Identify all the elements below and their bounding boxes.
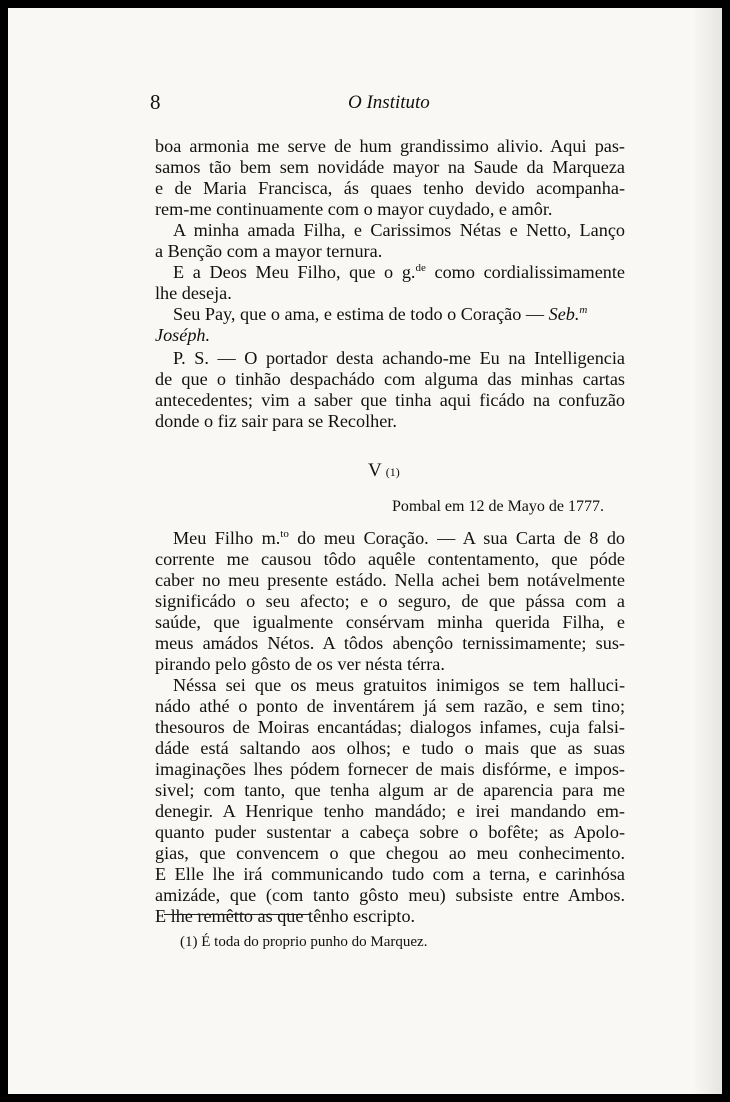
- text-line: E Elle lhe irá communicando tudo com a terna, e carinhósa: [155, 864, 625, 884]
- text-line: de que o tinhão despachádo com alguma das minhas cartas: [155, 369, 625, 389]
- text-line: a Benção com a mayor ternura.: [155, 241, 383, 261]
- text-line: sivel; com tanto, que tenha algum ar de aparencia para me: [155, 780, 625, 800]
- text-line: pirando pelo gôsto de os ver nésta térra.: [155, 654, 445, 674]
- page-header: [8, 90, 722, 120]
- text-line: nádo athé o ponto de inventárem já sem razão, e sem tino;: [155, 696, 625, 716]
- text-line: E lhe remêtto as que tênho escripto.: [155, 906, 416, 926]
- text-line: lhe deseja.: [155, 283, 232, 303]
- text-line: gias, que convencem o que chegou ao meu conhecimento.: [155, 843, 625, 863]
- text-line: rem-me continuamente com o mayor cuydado, e amôr.: [155, 199, 553, 219]
- text-line: antecedentes; vim a saber que tinha aqui ficádo na confuzão: [155, 390, 625, 410]
- signature-name: Joséph.: [155, 325, 211, 345]
- text-line: Néssa sei que os meus gratuitos inimigos se tem halluci-: [173, 675, 625, 695]
- signature-line: Seu Pay, que o ama, e estima de todo o Coração — Seb.$^m$: [173, 303, 588, 324]
- text-line: meus amádos Nétos. A tôdos abençôo ternissimamente; sus-: [155, 633, 625, 653]
- book-page: [8, 8, 722, 1094]
- text-line: corrente me causou tôdo aquêle contentamento, que póde: [155, 549, 625, 569]
- text-line: e de Maria Francisca, ás quaes tenho devido acompanha-: [155, 178, 625, 198]
- text-line: boa armonia me serve de hum grandissimo alivio. Aqui pas-: [155, 136, 625, 156]
- footnote-rule: [164, 914, 310, 915]
- dateline: Pombal em 12 de Mayo de 1777.: [392, 498, 604, 515]
- footnote: (1) É toda do proprio punho do Marquez.: [180, 934, 428, 950]
- text-line: denegir. A Henrique tenho mandádo; e irei mandando em-: [155, 801, 625, 821]
- text-line: caber no meu presente estádo. Nella achei bem notávelmente: [155, 570, 625, 590]
- text-line: E a Deos Meu Filho, que o g.$^{de}$ como cordialissimamente: [173, 261, 625, 282]
- footnote-marker: (1): [385, 465, 400, 479]
- text-line: donde o fiz sair para se Recolher.: [155, 411, 397, 431]
- text-line: dáde está saltando aos olhos; e tudo o mais que as suas: [155, 738, 625, 758]
- text-line: thesouros de Moiras encantádas; dialogos infames, cuja falsi-: [155, 717, 625, 737]
- text-line: A minha amada Filha, e Carissimos Nétas e Netto, Lanço: [173, 220, 625, 240]
- text-line: quanto puder sustentar a cabeça sobre o bofête; as Apolo-: [155, 822, 625, 842]
- page-number: 8: [150, 90, 161, 114]
- section-roman: V: [368, 460, 382, 481]
- page-edge-shadow: [692, 8, 722, 1094]
- section-heading: [368, 460, 400, 482]
- text-line: P. S. — O portador desta achando-me Eu na Intelligencia: [173, 348, 625, 368]
- text-line: imaginações lhes pódem fornecer de mais disfórme, e impos-: [155, 759, 625, 779]
- text-line: saúde, que igualmente consérvam minha querida Filha, e: [155, 612, 625, 632]
- text-line: amizáde, que (com tanto gôsto meu) subsiste entre Ambos.: [155, 885, 625, 905]
- text-line: samos tão bem sem novidáde mayor na Saude da Marqueza: [155, 157, 625, 177]
- running-title: O Instituto: [348, 92, 430, 113]
- text-line: Meu Filho m.$^{to}$ do meu Coração. — A sua Carta de 8 do: [173, 527, 626, 548]
- text-line: significádo o seu afecto; e o seguro, de que pássa com a: [155, 591, 625, 611]
